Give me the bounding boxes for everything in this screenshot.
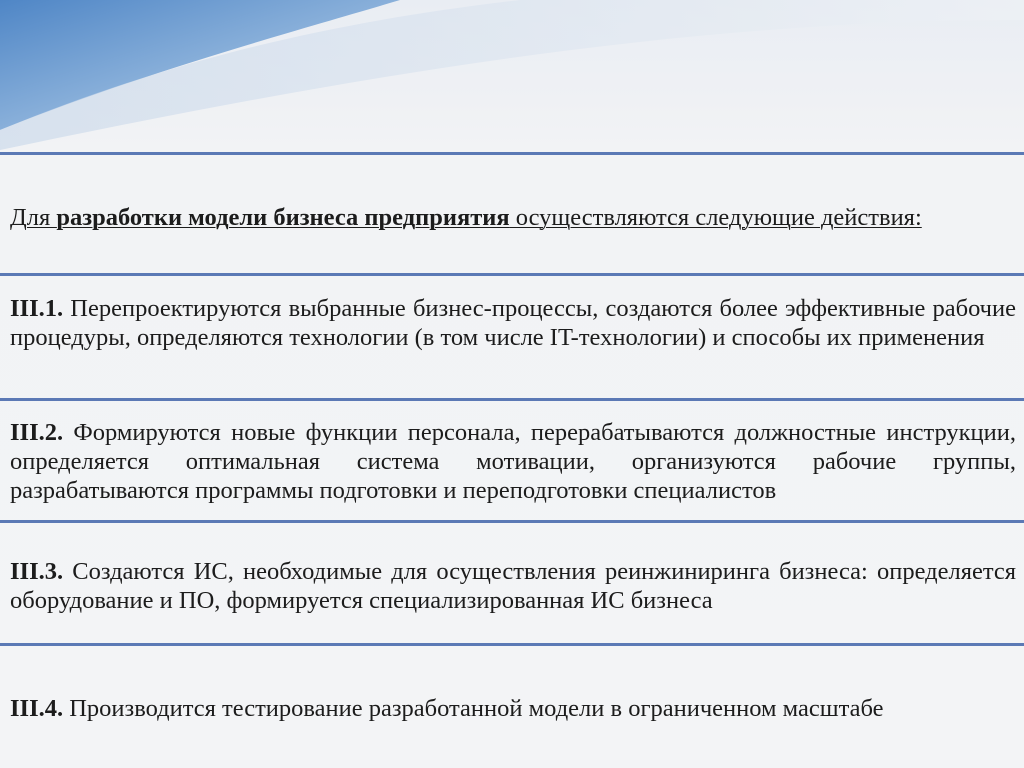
step-number: III.2.	[10, 419, 64, 446]
step-item	[10, 294, 1016, 352]
intro-text	[10, 203, 1016, 232]
step-number: III.4.	[10, 695, 64, 722]
step-number: III.1.	[10, 295, 64, 322]
intro-suffix: осуществляются следующие действия:	[509, 204, 922, 231]
step-text: Формируются новые функции персонала, перерабатываются должностные инструкции, определяется оптимальная система мотивации, организуются рабочие группы, разрабатываются программы подготовки и переподготовки специалистов	[10, 419, 1016, 504]
divider-line	[0, 643, 1024, 646]
divider-line	[0, 520, 1024, 523]
divider-line	[0, 398, 1024, 401]
step-item	[10, 694, 1016, 723]
intro-emphasis: разработки модели бизнеса предприятия	[56, 204, 510, 231]
divider-line	[0, 152, 1024, 155]
step-text: Создаются ИС, необходимые для осуществления реинжиниринга бизнеса: определяется оборудование и ПО, формируется специализированная ИС бизнеса	[10, 558, 1016, 614]
step-text: Перепроектируются выбранные бизнес-процессы, создаются более эффективные рабочие процедуры, определяются технологии (в том числе IT-технологии) и способы их применения	[10, 295, 1016, 351]
decorative-swoosh	[0, 0, 1024, 160]
divider-line	[0, 273, 1024, 276]
step-number: III.3.	[10, 558, 64, 585]
step-text: Производится тестирование разработанной модели в ограниченном масштабе	[63, 695, 884, 722]
step-item	[10, 418, 1016, 505]
intro-prefix: Для	[10, 204, 57, 231]
step-item	[10, 557, 1016, 615]
